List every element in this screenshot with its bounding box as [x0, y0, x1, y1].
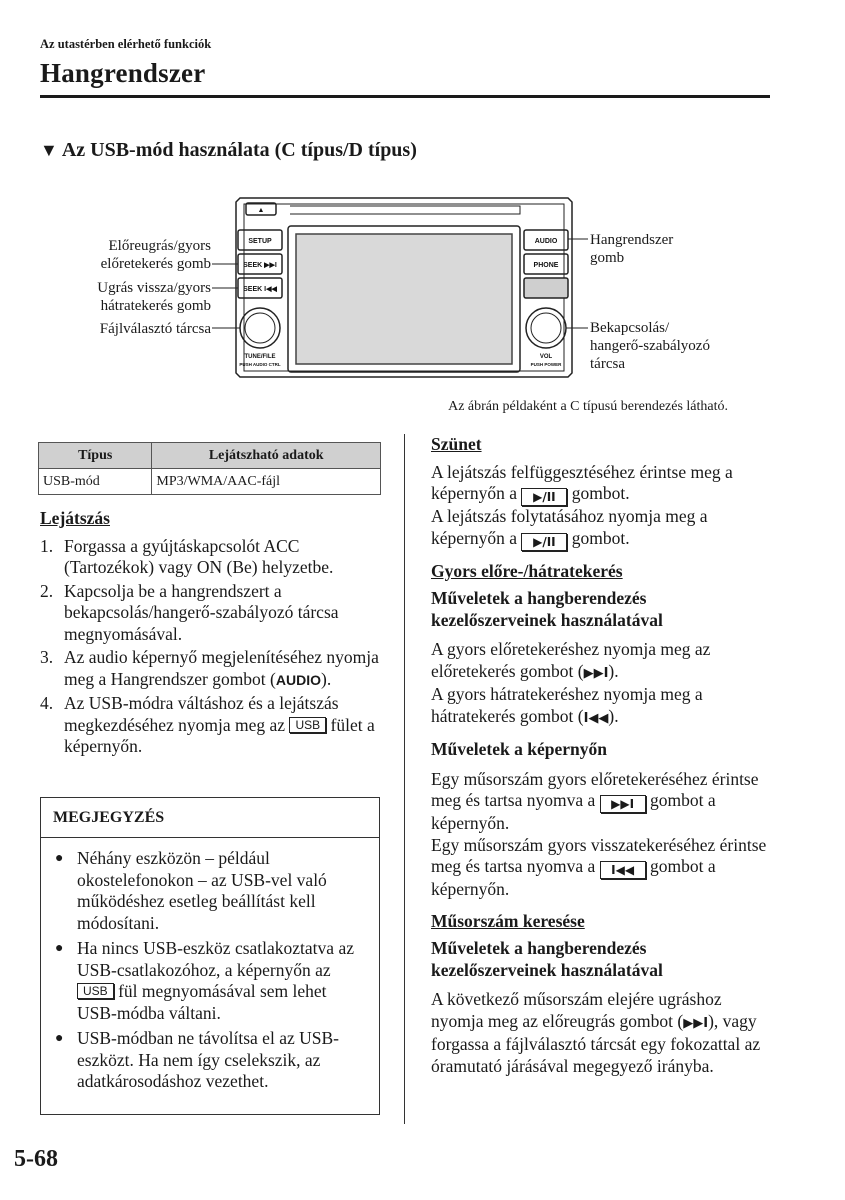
- note-text: USB-módban ne távolítsa el az USB-eszközt. Ha nem így cselekszik, az adatkárosodáshoz vezethet.: [77, 1028, 339, 1091]
- section-label: Az utastérben elérhető funkciók: [40, 37, 212, 51]
- section-heading-text: Az USB-mód használata (C típus/D típus): [61, 139, 417, 161]
- table-header-type: Típus: [39, 443, 152, 469]
- fast-heading: Gyors előre-/hátratekerés: [431, 560, 623, 581]
- tune-label: TUNE/FILE: [244, 354, 276, 360]
- screen-rew-text-after: gombot a képernyőn.: [431, 856, 716, 899]
- table-header-row: [39, 443, 381, 469]
- screen-ff-text-after: gombot a képernyőn.: [431, 790, 716, 833]
- step-number: 4.: [40, 693, 54, 713]
- screen-rew-text: Egy műsorszám gyors visszatekeréséhez érintse meg és tartsa nyomva a: [431, 834, 767, 876]
- list-item: [40, 647, 385, 691]
- callout-power: [590, 319, 710, 373]
- callout-seek-up-line2: előretekerés gomb: [100, 256, 211, 272]
- step-number: 2.: [40, 580, 54, 601]
- rewind-icon: I◀◀: [583, 710, 609, 726]
- phone-label: PHONE: [533, 262, 559, 269]
- fast-sub-heading-screen: Műveletek a képernyőn: [431, 739, 607, 759]
- fast-forward-key-icon: ▶▶I: [600, 795, 646, 813]
- callout-file-dial-line1: Fájlválasztó tárcsa: [99, 321, 211, 337]
- note-text-before: Ha nincs USB-eszköz csatlakoztatva az USB-csatlakozóhoz, a képernyőn az: [77, 938, 354, 980]
- note-title: MEGJEGYZÉS: [41, 798, 379, 838]
- note-list: [41, 848, 379, 1093]
- page-title: Hangrendszer: [40, 58, 206, 88]
- step-text-before: Az audio képernyő megjelenítéséhez nyomja meg a Hangrendszer gombot (: [64, 647, 379, 689]
- bullet-icon: ●: [55, 941, 64, 956]
- fast-forward-text: A gyors előretekeréshez nyomja meg az előretekerés gombot (: [431, 639, 711, 681]
- pause-line1-after: gombot.: [567, 483, 630, 503]
- callout-power-line1: Bekapcsolás/: [590, 320, 670, 336]
- step-text: Kapcsolja be a hangrendszert a bekapcsolás/hangerő-szabályozó tárcsa megnyomásával.: [64, 580, 339, 644]
- search-text-before: A következő műsorszám elejére ugráshoz nyomja meg az előreugrás gombot (: [431, 989, 722, 1031]
- step-number: 1.: [40, 535, 54, 556]
- search-sub-heading: Műveletek a hangberendezés kezelőszerveinek használatával: [431, 938, 663, 980]
- format-table: [38, 442, 381, 495]
- play-pause-icon: ▶/II: [521, 488, 567, 506]
- triangle-icon: ▼: [40, 140, 58, 160]
- step-text: Forgassa a gyújtáskapcsolót ACC (Tartozékok) vagy ON (Be) helyzetbe.: [64, 535, 334, 577]
- table-cell-type: USB-mód: [39, 469, 152, 495]
- vol-sub-label: PUSH POWER: [530, 362, 562, 367]
- fast-screen-paragraph: [431, 769, 776, 901]
- fast-forward-text-end: ).: [608, 660, 619, 681]
- note-text: Néhány eszközön – például okostelefonokon – az USB-vel való működéshez esetleg beállítást kell módosítani.: [77, 848, 327, 933]
- callout-seek-down-line2: hátratekerés gomb: [100, 298, 211, 314]
- step-text: [64, 647, 385, 691]
- search-paragraph: [431, 989, 776, 1077]
- title-rule: [40, 95, 770, 98]
- callout-audio-line1: Hangrendszer: [590, 232, 674, 248]
- seek-up-label: SEEK ▶▶I: [243, 262, 277, 269]
- note-text-after: fül megnyomásával sem lehet USB-módba váltani.: [77, 981, 327, 1023]
- search-text-after: ), vagy forgassa a fájlválasztó tárcsát egy fokozattal az óramutató járásával megegyező irányba.: [431, 1010, 761, 1076]
- bullet-icon: ●: [55, 1031, 64, 1046]
- vol-label: VOL: [539, 354, 553, 360]
- fast-controls-paragraph: [431, 639, 776, 729]
- eject-label: ▲: [257, 207, 265, 214]
- search-heading: Műsorszám keresése: [431, 910, 585, 931]
- pause-line2-after: gombot.: [567, 527, 630, 548]
- screen-ff-text: Egy műsorszám gyors előretekeréséhez érintse meg és tartsa nyomva a: [431, 768, 759, 810]
- screen: [296, 234, 512, 364]
- audio-label: AUDIO: [534, 238, 558, 245]
- pause-line2-before: A lejátszás folytatásához nyomja meg a képernyőn a: [431, 506, 708, 548]
- callout-power-line2: hangerő-szabályozó: [590, 338, 710, 354]
- pause-line1-before: A lejátszás felfüggesztéséhez érintse meg a képernyőn a: [431, 461, 733, 503]
- seek-down-label: SEEK I◀◀: [243, 286, 277, 293]
- table-header-data: Lejátszható adatok: [152, 443, 381, 469]
- page-number: 5-68: [14, 1146, 58, 1172]
- column-divider: [404, 434, 405, 1124]
- note-text: [77, 938, 369, 1024]
- fast-sub-heading-controls: Műveletek a hangberendezés kezelőszerveinek használatával: [431, 588, 663, 630]
- step-text-after: fület a képernyőn.: [64, 714, 375, 756]
- bullet-icon: ●: [55, 851, 64, 866]
- playback-heading: Lejátszás: [40, 508, 110, 528]
- tune-sub-label: PUSH AUDIO CTRL: [239, 362, 281, 367]
- callout-power-line3: tárcsa: [590, 356, 625, 372]
- callout-seek-down: [97, 279, 211, 315]
- callout-seek-down-line1: Ugrás vissza/gyors: [97, 280, 211, 296]
- pause-paragraph: [431, 462, 776, 551]
- figure-caption: Az ábrán példaként a C típusú berendezés látható.: [448, 399, 728, 414]
- note-box: [40, 797, 380, 1115]
- usb-tab-key: USB: [289, 717, 326, 733]
- right-column: [431, 434, 776, 1087]
- track-up-icon: ▶▶I: [683, 1015, 709, 1031]
- rewind-text-end: ).: [608, 705, 619, 726]
- blank-button: [524, 278, 568, 298]
- callout-audio-line2: gomb: [590, 250, 625, 266]
- vol-dial: [526, 308, 566, 348]
- fast-forward-icon: ▶▶I: [583, 665, 609, 681]
- list-item: [55, 848, 369, 934]
- callout-seek-up-line1: Előreugrás/gyors: [108, 238, 211, 254]
- step-number: 3.: [40, 647, 54, 667]
- callout-audio: [590, 231, 673, 267]
- left-column: [40, 508, 385, 760]
- tune-dial: [240, 308, 280, 348]
- callout-seek-up: [101, 237, 211, 273]
- step-text: [64, 693, 385, 758]
- step-text-after: ).: [321, 668, 332, 689]
- table-cell-data: MP3/WMA/AAC-fájl: [152, 469, 381, 495]
- list-item: [55, 938, 369, 1024]
- play-pause-icon: ▶/II: [521, 533, 567, 551]
- pause-heading: Szünet: [431, 434, 482, 454]
- audio-key-label: AUDIO: [275, 671, 321, 688]
- rewind-text: A gyors hátratekeréshez nyomja meg a hátratekerés gombot (: [431, 684, 703, 726]
- section-heading: [40, 139, 417, 162]
- list-item: [40, 581, 385, 646]
- usb-tab-key: USB: [77, 983, 114, 999]
- setup-label: SETUP: [248, 238, 272, 245]
- list-item: [40, 693, 385, 758]
- callout-file-dial: [100, 320, 211, 338]
- list-item: [40, 536, 385, 579]
- playback-steps: [40, 536, 385, 758]
- list-item: [55, 1028, 369, 1093]
- table-row: [39, 469, 381, 495]
- rewind-key-icon: I◀◀: [600, 861, 646, 879]
- step-text-before: Az USB-módra váltáshoz és a lejátszás megkezdéséhez nyomja meg az: [64, 693, 339, 735]
